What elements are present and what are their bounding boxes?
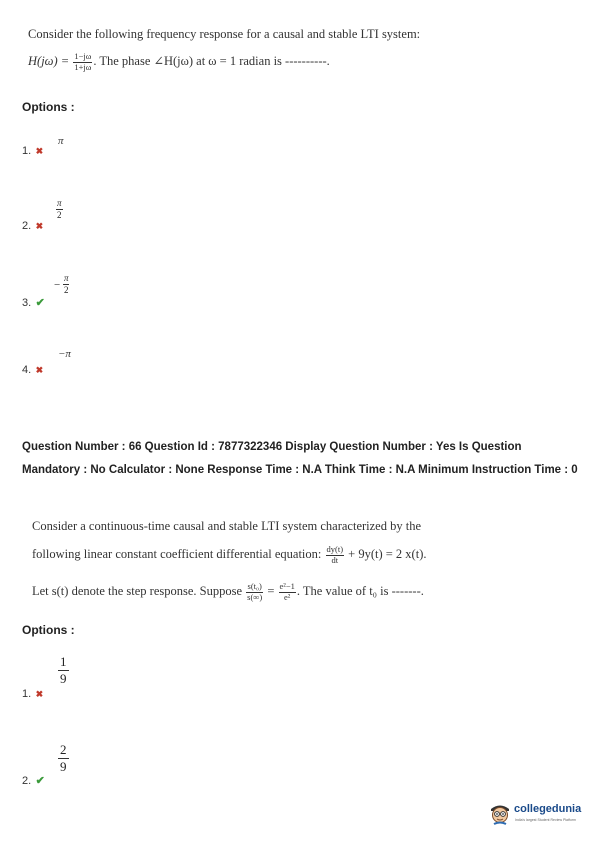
option-2-numerator: π [56, 198, 63, 210]
question-66-stem-line1: Consider a continuous-time causal and stable LTI system characterized by the [32, 519, 421, 533]
option-2-q1 [22, 216, 43, 234]
option-1-q1 [22, 141, 43, 159]
options-heading-q66: Options : [22, 623, 75, 637]
ratio-denominator: s(∞) [247, 591, 263, 602]
option-number: 1. [22, 688, 32, 700]
option-2-q66-value [58, 742, 69, 776]
option-1-q66 [22, 684, 43, 702]
derivative-fraction [326, 545, 345, 566]
option-4-q1 [22, 360, 43, 378]
wrong-mark-icon: ✖ [35, 146, 44, 156]
option-3-fraction [63, 273, 70, 297]
exp-denominator: e² [284, 591, 291, 602]
derivative-numerator: dy(t) [326, 544, 344, 554]
wrong-mark-icon: ✖ [35, 689, 44, 699]
option-1-q66-value [58, 654, 69, 688]
option-3-q1 [22, 293, 45, 311]
ratio-fraction [246, 582, 263, 603]
option-3-value [54, 273, 69, 297]
option-2-q66-denominator: 9 [60, 759, 67, 775]
option-number: 1. [22, 145, 32, 157]
line3-pre: Let s(t) denote the step response. Suppose [32, 584, 246, 599]
wrong-mark-icon: ✖ [35, 365, 44, 375]
option-2-q66 [22, 771, 45, 789]
h-fraction [73, 52, 92, 73]
option-number: 2. [22, 220, 32, 232]
h-denominator: 1+jω [74, 61, 92, 72]
exp-numerator: e²−1 [279, 581, 295, 591]
question-66-stem-line3 [32, 582, 424, 603]
question-66-stem-line2 [32, 545, 426, 566]
derivative-denominator: dt [331, 554, 339, 565]
wrong-mark-icon: ✖ [35, 221, 44, 231]
option-number: 2. [22, 775, 32, 787]
question-1-stem-line2 [28, 52, 330, 73]
line2-pre: following linear constant coefficient differential equation: [32, 547, 325, 562]
option-3-denominator: 2 [63, 285, 69, 296]
collegedunia-logo [488, 800, 588, 830]
h-numerator: 1−jω [74, 51, 92, 61]
question-1-stem-line1: Consider the following frequency response for a causal and stable LTI system: [28, 27, 421, 41]
correct-mark-icon: ✔ [35, 775, 45, 787]
option-2-value [56, 198, 63, 222]
h-lhs: H(jω) = [28, 54, 73, 69]
mascot-icon [488, 800, 512, 826]
option-1-value: π [58, 135, 64, 147]
brand-tagline: India's largest Student Review Platform [515, 818, 576, 822]
line2-post: + 9y(t) = 2 x(t). [345, 547, 427, 562]
correct-mark-icon: ✔ [35, 297, 45, 309]
line3-post: . The value of t₀ is -------. [296, 584, 424, 599]
option-number: 4. [22, 364, 32, 376]
option-3-sign: − [54, 278, 61, 291]
option-4-value: −π [58, 348, 71, 360]
option-2-q66-numerator: 2 [58, 742, 69, 759]
option-number: 3. [22, 297, 32, 309]
option-1-q66-denominator: 9 [60, 671, 67, 687]
options-heading-q1: Options : [22, 100, 75, 114]
question-66-meta: Question Number : 66 Question Id : 7877322346 Display Question Number : Yes Is Question Mandatory : No Calculator : None Response Time : N.A Think Time : N.A Minimum Instruction Time : 0 [22, 441, 578, 476]
stem-line2-rest: . The phase ∠H(jω) at ω = 1 radian is ----------. [93, 54, 330, 69]
exp-fraction [279, 582, 296, 603]
equals: = [264, 584, 278, 599]
brand-name: collegedunia [514, 803, 582, 815]
option-2-denominator: 2 [57, 210, 62, 221]
option-3-numerator: π [63, 273, 70, 285]
ratio-numerator: s(t₀) [247, 581, 262, 591]
option-1-q66-numerator: 1 [58, 654, 69, 671]
